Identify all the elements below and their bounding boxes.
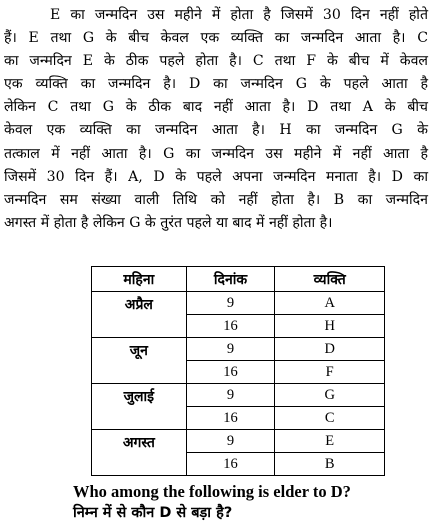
column-header-person: व्यक्ति: [275, 267, 385, 292]
date-cell: 16: [186, 407, 275, 430]
person-cell: B: [275, 453, 385, 476]
month-cell: अगस्त: [92, 430, 187, 476]
person-cell: E: [275, 430, 385, 453]
paragraph-line: हैं। E तथा G के बीच केवल एक व्यक्ति का जन्मदिन आता है। C: [4, 30, 428, 47]
paragraph-line: जिसमें 30 दिन हैं। A, D के पहले अपना जन्मदिन मनाता है। D का: [4, 168, 428, 185]
month-cell: अप्रैल: [92, 292, 187, 338]
date-cell: 16: [186, 361, 275, 384]
person-cell: G: [275, 384, 385, 407]
column-header-month: महिना: [92, 267, 187, 292]
paragraph-line: अगस्त में होता है लेकिन G के तुरंत पहले या बाद में नहीं होता है।: [4, 214, 333, 231]
table-row: [92, 384, 385, 407]
date-cell: 16: [186, 453, 275, 476]
paragraph-line: केवल एक व्यक्ति का जन्मदिन आता है। H का जन्मदिन G के: [4, 122, 428, 139]
person-cell: D: [275, 338, 385, 361]
birthday-table: [91, 266, 385, 476]
date-cell: 16: [186, 315, 275, 338]
paragraph-line: लेकिन C तथा G के ठीक बाद नहीं आता है। D तथा A के बीच: [4, 99, 428, 116]
table-row: [92, 430, 385, 453]
table-header-row: [92, 267, 385, 292]
person-cell: A: [275, 292, 385, 315]
paragraph-line: जन्मदिन सम संख्या वाली तिथि को नहीं होता है। B का जन्मदिन: [4, 191, 428, 208]
month-cell: जून: [92, 338, 187, 384]
column-header-date: दिनांक: [186, 267, 275, 292]
paragraph-line: E का जन्मदिन उस महीने में होता है जिसमें 30 दिन नहीं होते: [50, 7, 428, 23]
person-cell: H: [275, 315, 385, 338]
person-cell: C: [275, 407, 385, 430]
date-cell: 9: [186, 292, 275, 315]
question-hindi: निम्न में से कौन D से बड़ा है?: [73, 505, 233, 521]
paragraph-line: का जन्मदिन E के ठीक पहले होता है। C तथा F के बीच में केवल: [4, 53, 428, 70]
date-cell: 9: [186, 384, 275, 407]
paragraph-line: तत्काल में नहीं आता है। G का जन्मदिन उस महीने में नहीं आता है: [4, 145, 428, 162]
person-cell: F: [275, 361, 385, 384]
paragraph-line: एक व्यक्ति का जन्मदिन है। D का जन्मदिन G के पहले आता है: [4, 76, 428, 93]
question-english: Who among the following is elder to D?: [73, 482, 351, 501]
month-cell: जुलाई: [92, 384, 187, 430]
date-cell: 9: [186, 430, 275, 453]
puzzle-paragraph: [4, 4, 428, 235]
table-row: [92, 292, 385, 315]
date-cell: 9: [186, 338, 275, 361]
table-row: [92, 338, 385, 361]
